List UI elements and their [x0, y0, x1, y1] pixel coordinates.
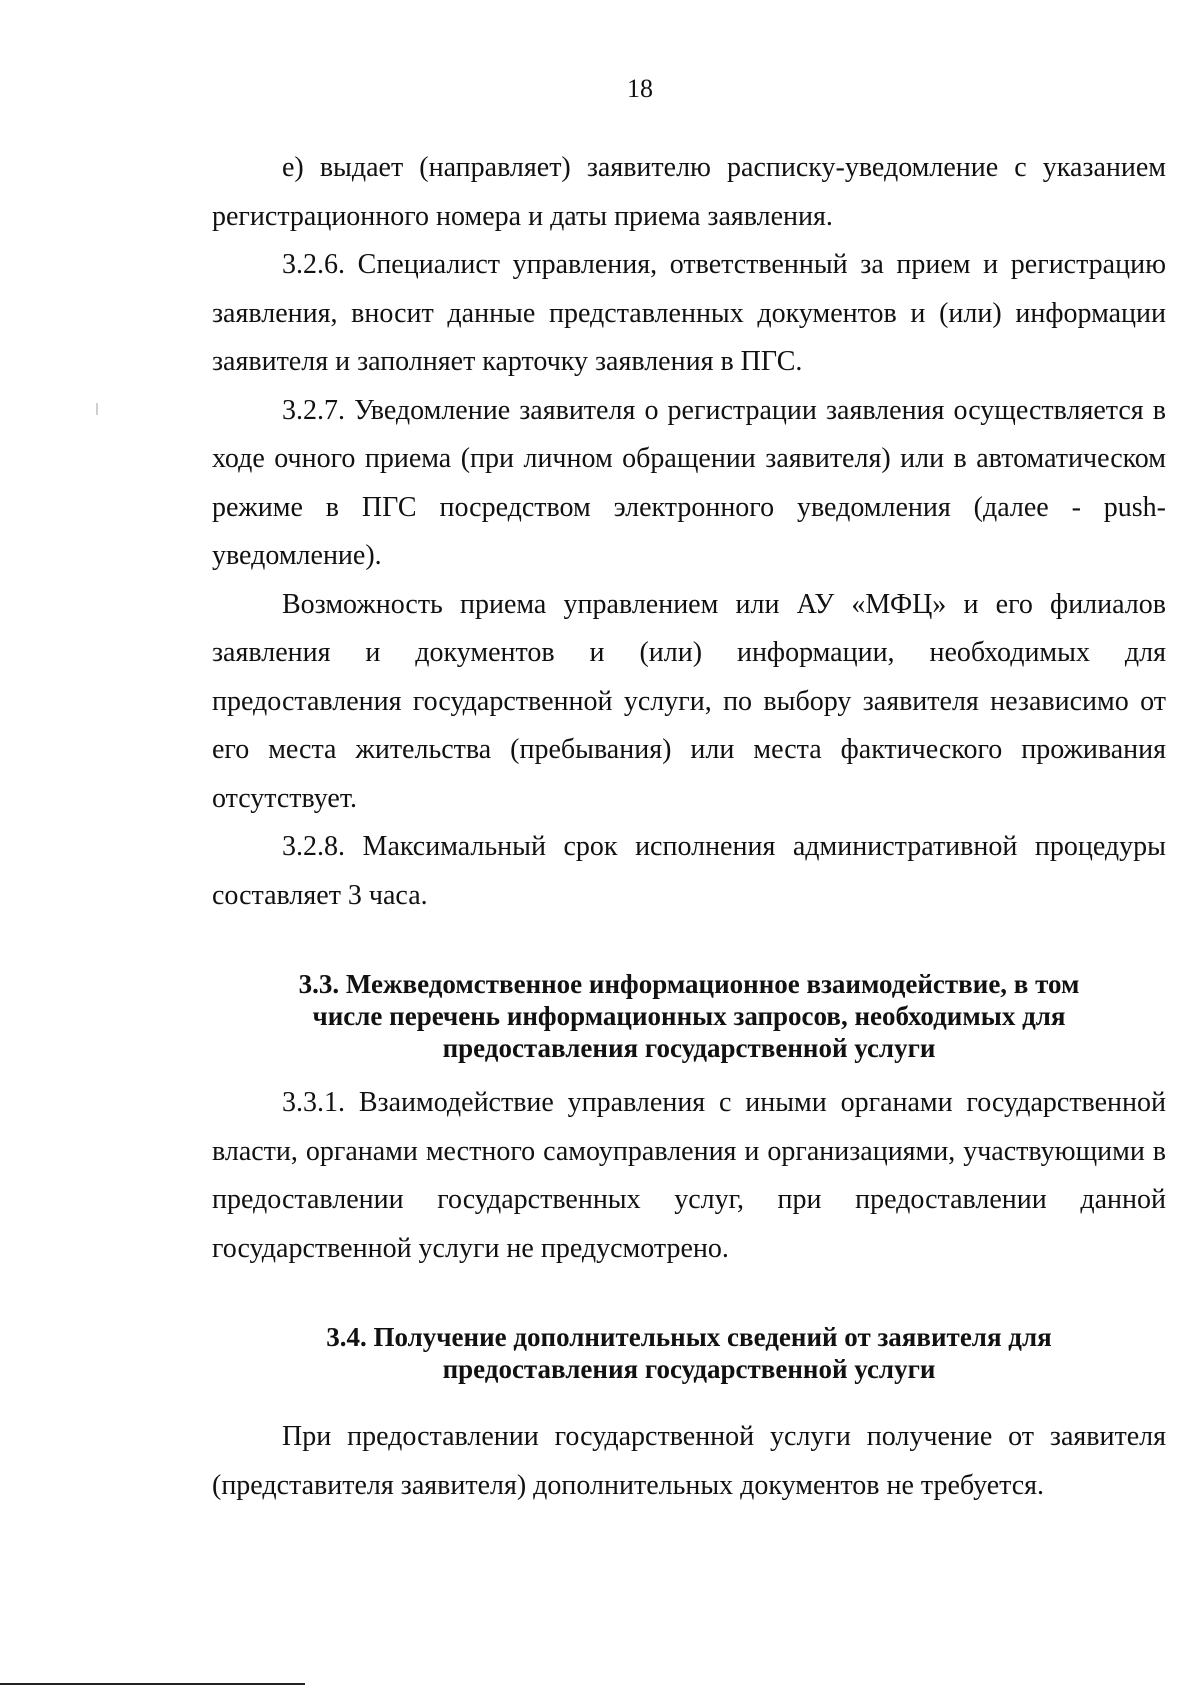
page-content	[212, 144, 1166, 1510]
section-spacer	[212, 920, 1166, 968]
section-heading-3-4: 3.4. Получение дополнительных сведений от заявителя для предоставления государственной услуги	[326, 1322, 1052, 1384]
section-heading-3-3: 3.3. Межведомственное информационное взаимодействие, в том числе перечень информационных запросов, необходимых для предоставления государственной услуги	[298, 969, 1080, 1063]
footnote-rule	[0, 1683, 305, 1685]
page-number: 18	[627, 74, 653, 103]
section-spacer	[212, 1273, 1166, 1321]
paragraph-3-2-7: 3.2.7. Уведомление заявителя о регистрации заявления осуществляется в ходе очного приема (при личном обращении заявителя) или в автоматическом режиме в ПГС посредством электронного уведомления (далее - push-уведомление).	[212, 394, 1166, 571]
paragraph-3-2-8: 3.2.8. Максимальный срок исполнения административной процедуры составляет 3 часа.	[212, 831, 1166, 911]
paragraph-3-2-6: 3.2.6. Специалист управления, ответственный за прием и регистрацию заявления, вносит данные представленных документов и (или) информации заявителя и заполняет карточку заявления в ПГС.	[212, 249, 1166, 377]
paragraph-receipt-notice: е) выдает (направляет) заявителю расписку-уведомление с указанием регистрационного номера и даты приема заявления.	[212, 152, 1166, 232]
paragraph-3-3-1: 3.3.1. Взаимодействие управления с иными органами государственной власти, органами местного самоуправления и организациями, участвующими в предоставлении государственных услуг, при предоставлении данной государственной услуги не предусмотрено.	[212, 1087, 1166, 1264]
scan-speck	[96, 403, 98, 415]
paragraph-reception-possibility: Возможность приема управлением или АУ «МФЦ» и его филиалов заявления и документов и (или) информации, необходимых для предоставления государственной услуги, по выбору заявителя независимо от его места жительства (пребывания) или места фактического проживания отсутствует.	[212, 588, 1166, 814]
paragraph-3-4-additional-documents: При предоставлении государственной услуги получение от заявителя (представителя заявителя) дополнительных документов не требуется.	[212, 1421, 1166, 1501]
